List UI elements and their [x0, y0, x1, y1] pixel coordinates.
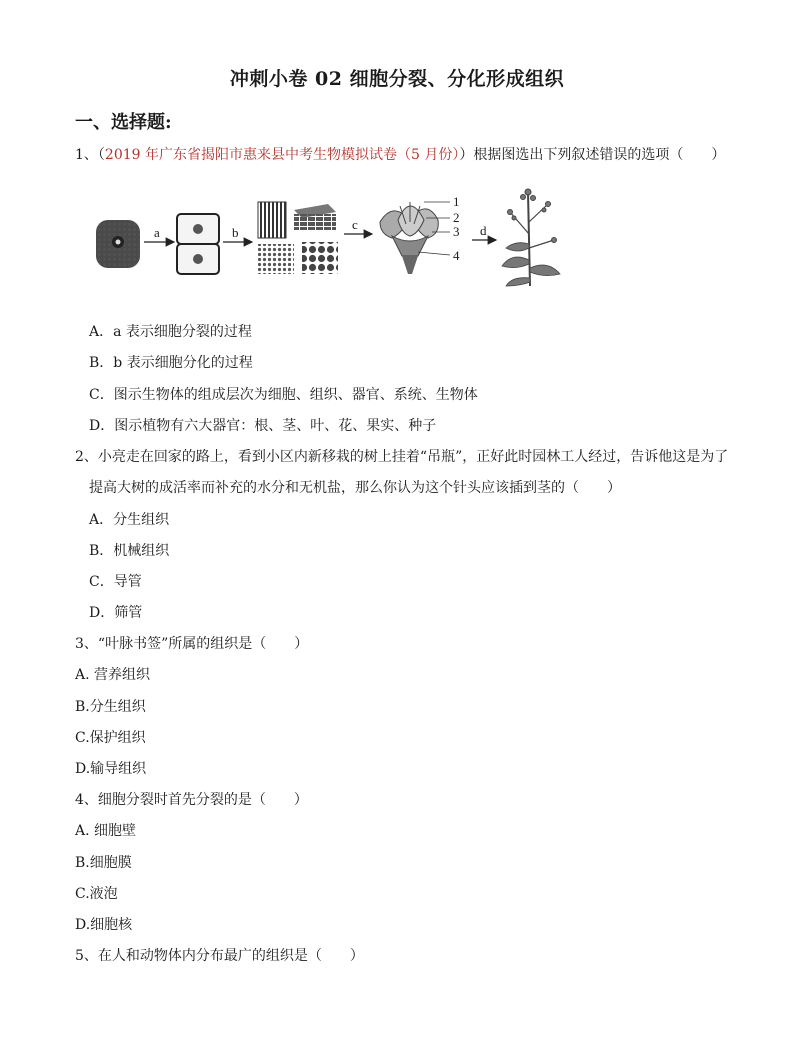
- q2-option-d: D．筛管: [89, 605, 143, 621]
- q3-option-c: C.保护组织: [75, 730, 146, 746]
- question-2-stem-line2: 提高大树的成活率而补充的水分和无机盐，那么你认为这个针头应该插到茎的（ ）: [89, 480, 621, 496]
- question-4-stem: 4、细胞分裂时首先分裂的是（ ）: [75, 792, 308, 808]
- label-2: 2: [453, 210, 460, 225]
- q1-option-c: C．图示生物体的组成层次为细胞、组织、器官、系统、生物体: [89, 387, 478, 403]
- label-b: b: [232, 225, 239, 240]
- q4-option-a: A. 细胞壁: [75, 823, 137, 839]
- question-1-text: ）根据图选出下列叙述错误的选项（ ）: [459, 147, 726, 163]
- question-1-stem: [75, 146, 725, 164]
- label-3: 3: [453, 224, 460, 239]
- question-5-stem: 5、在人和动物体内分布最广的组织是（ ）: [75, 948, 364, 964]
- label-1: 1: [453, 194, 460, 209]
- q1-option-b: B．b 表示细胞分化的过程: [89, 355, 253, 371]
- label-4: 4: [453, 248, 460, 263]
- q3-option-a: A. 营养组织: [75, 667, 151, 683]
- question-3-stem: 3、“叶脉书签”所属的组织是（ ）: [75, 636, 309, 652]
- q2-option-b: B．机械组织: [89, 543, 170, 559]
- question-1-source: 2019 年广东省揭阳市惠来县中考生物模拟试卷（5 月份）: [104, 147, 460, 163]
- q1-option-d: D．图示植物有六大器官：根、茎、叶、花、果实、种子: [89, 418, 437, 434]
- question-2-stem-line1: 2、小亮走在回家的路上，看到小区内新移栽的树上挂着“吊瓶”，正好此时园林工人经过，告诉他这是为了: [75, 449, 729, 465]
- q3-option-d: D.输导组织: [75, 761, 147, 777]
- q2-option-c: C．导管: [89, 574, 142, 590]
- q2-option-a: A．分生组织: [89, 512, 170, 528]
- flower-organ: [380, 202, 438, 274]
- divided-cells: [177, 214, 219, 274]
- pointer-4: [418, 252, 450, 255]
- q1-option-a: A．a 表示细胞分裂的过程: [89, 324, 252, 340]
- single-cell: [96, 220, 140, 268]
- q4-option-d: D.细胞核: [75, 917, 133, 933]
- section-heading: 一、选择题:: [75, 112, 172, 133]
- page-title: 冲刺小卷 02 细胞分裂、分化形成组织: [229, 68, 565, 90]
- question-1-number: 1、（: [75, 147, 105, 163]
- tissue-group: [258, 202, 338, 274]
- q4-option-b: B.细胞膜: [75, 855, 132, 871]
- label-a: a: [154, 225, 160, 240]
- q3-option-b: B.分生组织: [75, 699, 146, 715]
- label-c: c: [352, 217, 358, 232]
- whole-plant: [502, 189, 560, 286]
- cell-development-figure: [92, 182, 572, 292]
- label-d: d: [480, 223, 487, 238]
- q4-option-c: C.液泡: [75, 886, 118, 902]
